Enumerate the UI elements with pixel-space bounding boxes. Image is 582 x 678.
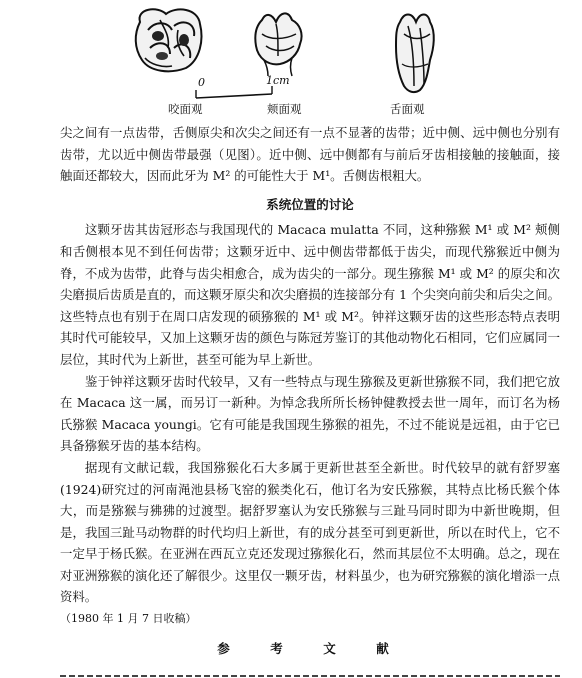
scale-end-label: 1cm [266, 74, 290, 87]
paragraph-2: 鉴于钟祥这颗牙齿时代较早，又有一些特点与现生猕猴及更新世猕猴不同，我们把它放在 Macaca 这一属，而另订一新种。为悼念我所所长杨钟健教授去世一周年，而订名为杨氏猕猴 Macaca youngi。它有可能是我国现生猕猴的祖先，不过不能说是远祖，由于它已具备猕猴牙齿的基本结构。 [60, 373, 560, 454]
lingual-view-drawing [396, 15, 434, 93]
received-date: （1980 年 1 月 7 日收稿） [60, 612, 197, 626]
article-body [60, 122, 560, 659]
section-title: 系统位置的讨论 [266, 196, 354, 212]
cropped-next-line [60, 672, 560, 678]
scale-bar [196, 86, 272, 98]
paragraph-continuation: 尖之间有一点齿带，舌侧原尖和次尖之间还有一点不显著的齿带；近中侧、远中侧也分别有齿带，尤以近中侧齿带最强（见图）。近中侧、远中侧都有与前后牙齿相接触的接触面，接触面还都较大，因而此牙为 M² 的可能性大于 M¹。舌侧齿根粗大。 [60, 125, 560, 184]
paragraph-3: 据现有文献记载，我国猕猴化石大多属于更新世甚至全新世。时代较早的就有舒罗塞(1924)研究过的河南渑池县杨飞窑的猴类化石，他订名为安氏猕猴，其特点比杨氏猴个体大，而是猕猴与狒狒的过渡型。据舒罗塞认为安氏猕猴与三趾马同时即为中新世晚期，但是，我国三趾马动物群的时代均归上新世，有的成分甚至可到更新世，所以在时代上，它不一定早于杨氏猴。在亚洲在西瓦立克还发现过猕猴化石，然而其层位不太明确。总之，现在对亚洲猕猴的演化还了解很少。这里仅一颗牙齿，材料虽少，也为研究猕猴的演化增添一点资料。 [60, 459, 560, 605]
caption-lingual: 舌面观 [390, 102, 425, 116]
paragraph-1: 这颗牙齿其齿冠形态与我国现代的 Macaca mulatta 不同，这种猕猴 M¹ 或 M² 颊侧和舌侧根本见不到任何齿带；这颗牙近中、远中侧齿带都低于齿尖，而现代猕猴近中侧为脊，不成为齿带，此脊与齿尖相愈合，成为齿尖的一部分。现生猕猴 M¹ 或 M² 的原尖和次尖磨损后齿质是直的，而这颗牙原尖和次尖磨损的连接部分有 1 个尖突向前尖和后尖之间。这些特点也有别于在周口店发现的硕猕猴的 M¹ 或 M²。钟祥这颗牙齿的这些形态特点表明其时代可能较早，又加上这颗牙齿的颜色与陈冠芳鉴订的其他动物化石相同，它们应属同一层位，其时代为上新世，甚至可能为早上新世。 [60, 222, 560, 367]
caption-buccal: 颊面观 [267, 102, 302, 116]
tooth-figure [0, 0, 582, 118]
scale-start-label: 0 [198, 76, 205, 89]
caption-occlusal: 咬面观 [168, 102, 203, 116]
occlusal-view-drawing [136, 9, 202, 71]
references-heading: 参 考 文 献 [217, 640, 403, 656]
buccal-view-drawing [255, 13, 301, 76]
